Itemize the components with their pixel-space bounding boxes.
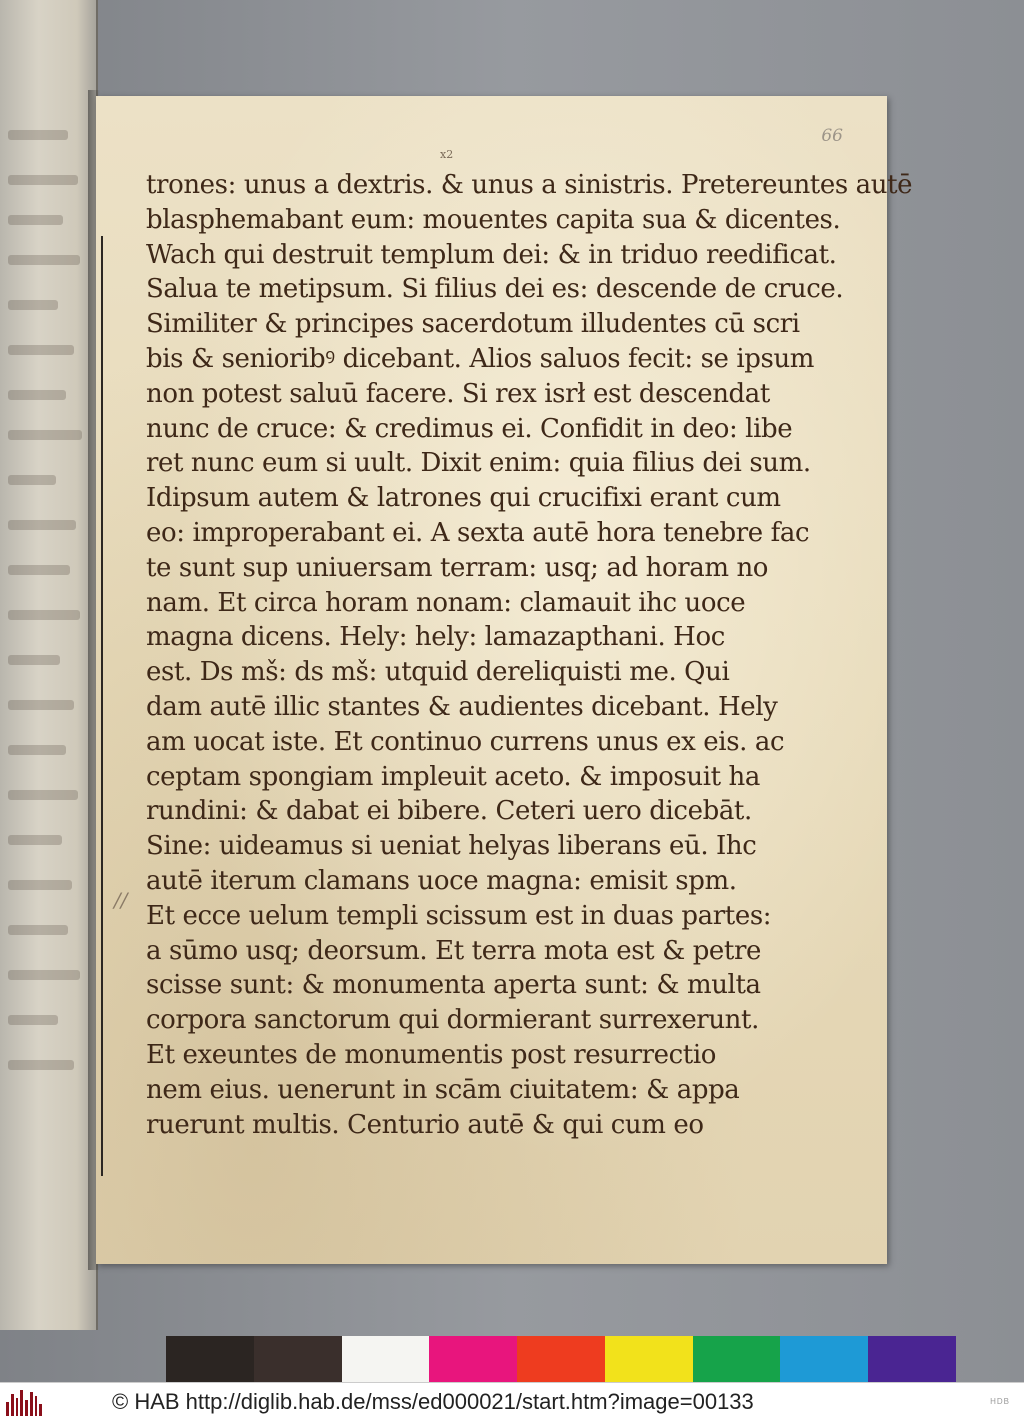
ruling-line — [101, 236, 103, 1176]
color-swatch — [693, 1336, 781, 1382]
margin-mark: // — [114, 888, 128, 912]
hab-logo-icon — [6, 1390, 42, 1416]
manuscript-line: nunc de cruce: & credimus ei. Confidit in deo: libe — [146, 413, 793, 444]
color-swatch — [342, 1336, 430, 1382]
manuscript-line: trones: unus a dextris. & unus a sinistris. Pretereuntes autē — [146, 170, 913, 200]
color-swatch — [254, 1336, 342, 1382]
manuscript-line: scisse sunt: & monumenta aperta sunt: & multa — [146, 970, 761, 1001]
color-calibration-chart — [166, 1336, 956, 1382]
footer-tag: HDB — [990, 1397, 1010, 1406]
color-swatch — [517, 1336, 605, 1382]
manuscript-line: te sunt sup uniuersam terram: usq; ad horam no — [146, 552, 769, 583]
manuscript-line: eo: improperabant ei. A sexta autē hora tenebre fac — [146, 517, 810, 548]
manuscript-line: rundini: & dabat ei bibere. Ceteri uero dicebāt. — [146, 796, 752, 827]
manuscript-text-block — [146, 168, 913, 1142]
manuscript-line: am uocat iste. Et continuo currens unus ex eis. ac — [146, 726, 785, 757]
manuscript-line: est. Ds mš: ds mš: utquid dereliquisti me. Qui — [146, 657, 730, 688]
footer-bar — [0, 1382, 1024, 1423]
manuscript-line: Idipsum autem & latrones qui crucifixi erant cum — [146, 483, 781, 514]
manuscript-line: Sine: uideamus si ueniat helyas liberans eū. Ihc — [146, 831, 757, 862]
parchment-leaf — [96, 96, 913, 1264]
manuscript-line: nem eius. uenerunt in scām ciuitatem: & appa — [146, 1074, 740, 1105]
manuscript-line: non potest saluū facere. Si rex isrł est descendat — [146, 378, 770, 409]
manuscript-line: ret nunc eum si uult. Dixit enim: quia filius dei sum. — [146, 448, 811, 479]
manuscript-line: a sūmo usq; deorsum. Et terra mota est & petre — [146, 935, 761, 966]
manuscript-line: Et exeuntes de monumentis post resurrectio — [146, 1039, 716, 1070]
color-swatch — [868, 1336, 956, 1382]
manuscript-line: Et ecce uelum templi scissum est in duas partes: — [146, 900, 772, 931]
manuscript-line: ceptam spongiam impleuit aceto. & imposuit ha — [146, 761, 760, 792]
manuscript-line: magna dicens. Hely: hely: lamazapthani. Hoc — [146, 622, 725, 653]
color-swatch — [780, 1336, 868, 1382]
manuscript-line: Salua te metipsum. Si filius dei es: descende de cruce. — [146, 274, 844, 305]
manuscript-line: ruerunt multis. Centurio autē & qui cum eo — [146, 1109, 704, 1140]
manuscript-line: blasphemabant eum: mouentes capita sua & dicentes. — [146, 204, 841, 235]
manuscript-line: corpora sanctorum qui dormierant surrexerunt. — [146, 1005, 759, 1036]
manuscript-line: dam autē illic stantes & audientes dicebant. Hely — [146, 691, 778, 722]
catchmark: x2 — [440, 148, 454, 161]
manuscript-line: bis & senioribꝰ dicebant. Alios saluos fecit: se ipsum — [146, 343, 815, 374]
manuscript-line: nam. Et circa horam nonam: clamauit ihc uoce — [146, 587, 746, 618]
color-swatch — [605, 1336, 693, 1382]
previous-page-edge — [0, 0, 98, 1330]
manuscript-line: Wach qui destruit templum dei: & in triduo reedificat. — [146, 239, 837, 270]
manuscript-line: autē iterum clamans uoce magna: emisit spm. — [146, 865, 737, 896]
folio-number: 66 — [821, 126, 843, 146]
color-swatch — [166, 1336, 254, 1382]
copyright-text: © HAB http://diglib.hab.de/mss/ed000021/start.htm?image=00133 — [112, 1389, 754, 1414]
manuscript-line: Similiter & principes sacerdotum illudentes cū scri — [146, 309, 800, 340]
color-swatch — [429, 1336, 517, 1382]
